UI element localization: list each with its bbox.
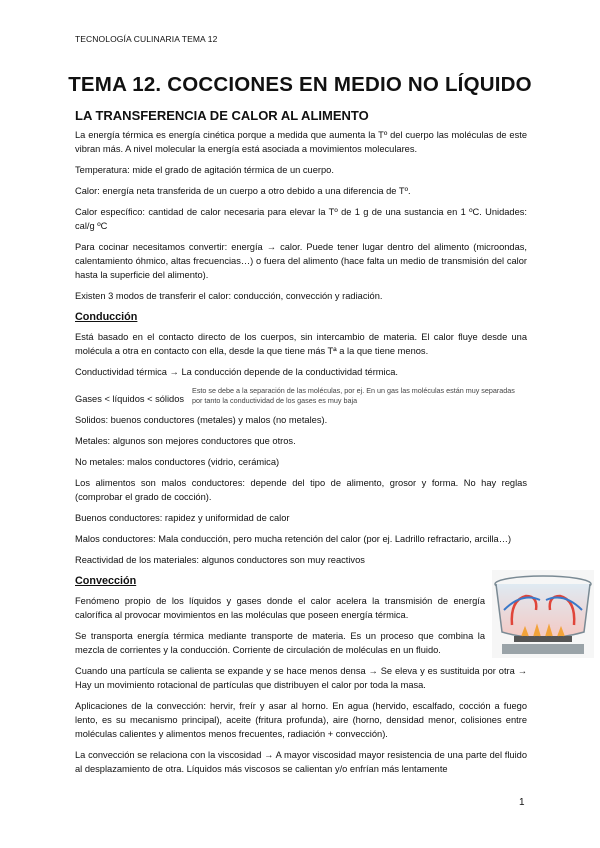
paragraph: Solidos: buenos conductores (metales) y malos (no metales). (75, 415, 328, 425)
page-title: TEMA 12. COCCIONES EN MEDIO NO LÍQUIDO (68, 73, 532, 96)
paragraph: Metales: algunos son mejores conductores que otros. (75, 436, 296, 446)
paragraph: La convección se relaciona con la viscosidad → A mayor viscosidad mayor resistencia de una parte del fluido al desplazamiento de otra. Líquidos más viscosos se calientan y/o enfrían más lentamente (75, 750, 527, 774)
conductivity-order (75, 386, 527, 406)
page-number: 1 (519, 797, 525, 808)
paragraph: Aplicaciones de la convección: hervir, freír y asar al horno. En agua (hervido, escalfado, cocción a fuego lento, es su mecanismo principal), aceite (fritura profunda), aire (horno, densidad menor, colisiones entre moléculas calientes y alimentos menos frecuentes, radiación + convección). (75, 701, 527, 739)
paragraph: Existen 3 modos de transferir el calor: conducción, convección y radiación. (75, 291, 383, 301)
pot-body (496, 584, 590, 638)
section-subtitle: LA TRANSFERENCIA DE CALOR AL ALIMENTO (75, 108, 369, 123)
paragraph: Se transporta energía térmica mediante transporte de materia. Es un proceso que combina la mezcla de corrientes y la conducción. Corriente de circulación de moléculas en un fluido. (75, 631, 485, 655)
paragraph: Malos conductores: Mala conducción, pero mucha retención del calor (por ej. Ladrillo refractario, arcilla…) (75, 534, 512, 544)
paragraph: Calor: energía neta transferida de un cuerpo a otro debido a una diferencia de Tº. (75, 186, 411, 196)
stove-base (502, 644, 584, 654)
paragraph: Conductividad térmica → La conducción depende de la conductividad térmica. (75, 367, 398, 377)
running-header: TECNOLOGÍA CULINARIA TEMA 12 (75, 34, 218, 44)
paragraph: Temperatura: mide el grado de agitación térmica de un cuerpo. (75, 165, 334, 175)
paragraph: Calor específico: cantidad de calor necesaria para elevar la Tº de 1 g de una sustancia en 1 ºC. Unidades: cal/g ºC (75, 207, 527, 231)
section-heading-conveccion: Convección (75, 575, 137, 587)
paragraph: Está basado en el contacto directo de los cuerpos, sin intercambio de materia. El calor fluye desde una molécula a otra en contacto con ella, desde la que tiene más Tª a la que tiene menos. (75, 332, 527, 356)
paragraph: Fenómeno propio de los líquidos y gases donde el calor acelera la transmisión de energía calorífica al provocar movimientos en las moléculas que poseen energía térmica. (75, 596, 485, 620)
body-content (75, 128, 527, 783)
burner (514, 636, 572, 642)
handwritten-note: Esto se debe a la separación de las moléculas, por ej. En un gas las moléculas están muy separadas por tanto la conductividad de los gases es muy baja (192, 386, 515, 405)
convection-pot-illustration (492, 570, 594, 658)
section-heading-conduccion: Conducción (75, 311, 138, 323)
paragraph: La energía térmica es energía cinética porque a medida que aumenta la Tº del cuerpo las moléculas de este vibran más. A nivel molecular la energía está asociada a movimientos moleculares. (75, 130, 527, 154)
paragraph: Para cocinar necesitamos convertir: energía → calor. Puede tener lugar dentro del alimento (microondas, calentamiento óhmico, altas frecuencias…) o fuera del alimento (hace falta un medio de transmisión del calor hasta la superficie del alimento). (75, 242, 527, 280)
paragraph: Cuando una partícula se calienta se expande y se hace menos densa → Se eleva y es sustituida por otra → Hay un movimiento rotacional de partículas que distribuyen el calor por toda la masa. (75, 666, 527, 690)
paragraph: Los alimentos son malos conductores: depende del tipo de alimento, grosor y forma. No hay reglas (comprobar el grado de cocción). (75, 478, 527, 502)
paragraph: Reactividad de los materiales: algunos conductores son muy reactivos (75, 555, 365, 565)
paragraph: Buenos conductores: rapidez y uniformidad de calor (75, 513, 290, 523)
conductivity-order-text: Gases < líquidos < sólidos (75, 394, 185, 404)
paragraph: No metales: malos conductores (vidrio, cerámica) (75, 457, 280, 467)
